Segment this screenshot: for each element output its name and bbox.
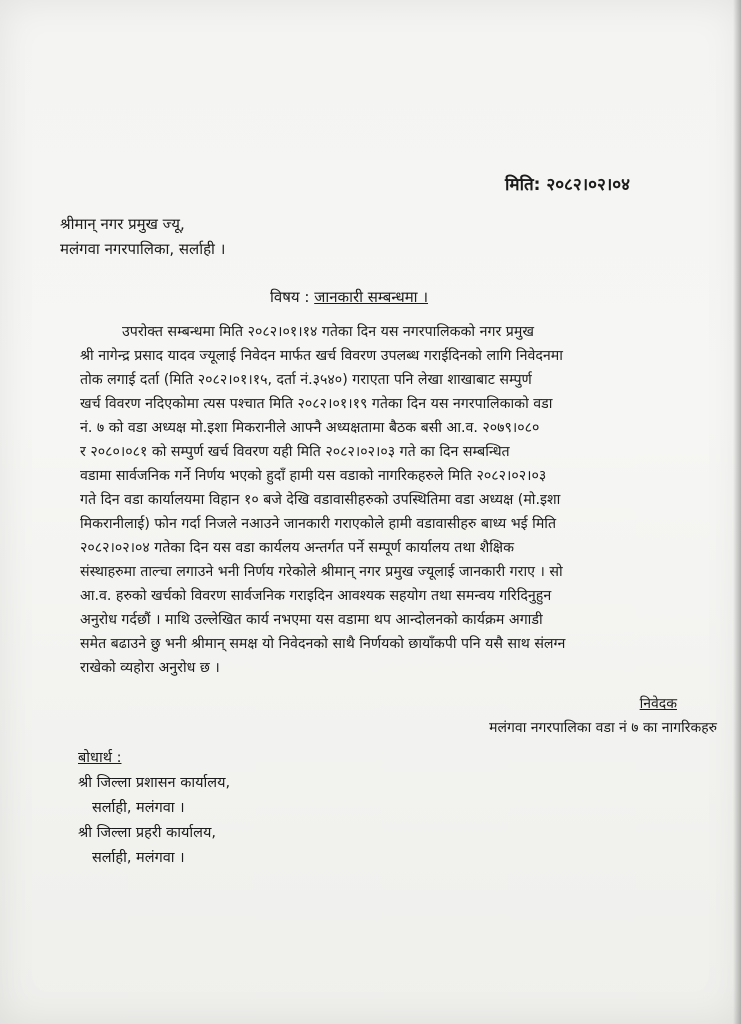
body-line: नं. ७ को वडा अध्यक्ष मो.इशा मिकरानीले आफ्नै अध्यक्षतामा बैठक बसी आ.व. २०७९।०८० (80, 420, 540, 436)
body-line: समेत बढाउने छु भनी श्रीमान् समक्ष यो निवेदनको साथै निर्णयको छायाँकपी पनि यसै साथ संलग्न (80, 636, 566, 652)
cc-heading: बोधार्थ : (78, 750, 122, 766)
body-line: र २०८०।०८१ को सम्पुर्ण खर्च विवरण यही मिति २०८२।०२।०३ गते का दिन सम्बन्धित (80, 444, 510, 460)
signature-block (455, 692, 717, 740)
subject-text: जानकारी सम्बन्धमा । (314, 288, 429, 306)
body-line: गते दिन वडा कार्यालयमा विहान १० बजे देखि वडावासीहरुको उपस्थितिमा वडा अध्यक्ष (मो.इशा (80, 492, 561, 508)
body-line: संस्थाहरुमा ताल्चा लगाउने भनी निर्णय गरेकोले श्रीमान् नगर प्रमुख ज्यूलाई जानकारी गराए । सो (80, 564, 563, 580)
subject-label: विषय : (270, 288, 310, 306)
body-line: उपरोक्त सम्बन्धमा मिति २०८२।०१।१४ गतेका दिन यस नगरपालिकको नगर प्रमुख (122, 324, 534, 340)
body-line: अनुरोध गर्दछौं । माथि उल्लेखित कार्य नभएमा यस वडामा थप आन्दोलनको कार्यक्रम अगाडी (80, 612, 543, 628)
page-edge-shadow (733, 0, 741, 1024)
letter-body (80, 320, 680, 680)
letter-date: मिति: २०८२।०२।०४ (505, 175, 630, 195)
addressee-block (60, 212, 225, 262)
body-line: वडामा सार्वजनिक गर्ने निर्णय भएको हुदाँ हामी यस वडाको नागरिकहरुले मिति २०८२।०२।०३ (80, 468, 547, 484)
cc-block (78, 746, 230, 871)
body-line: खर्च विवरण नदिएकोमा त्यस पश्चात मिति २०८२।०१।१९ गतेका दिन यस नगरपालिकाको वडा (80, 396, 553, 412)
cc-recipient-office: श्री जिल्ला प्रहरी कार्यालय, (78, 825, 217, 841)
cc-recipient-office: श्री जिल्ला प्रशासन कार्यालय, (78, 775, 231, 791)
signature-name: मलंगवा नगरपालिका वडा नं ७ का नागरिकहरु (489, 720, 717, 736)
subject-line (270, 287, 428, 307)
cc-recipient-address: सर्लाही, मलंगवा । (92, 800, 185, 816)
body-line: मिकरानीलाई) फोन गर्दा निजले नआउने जानकारी गराएकोले हामी वडावासीहरु बाध्य भई मिति (80, 516, 557, 532)
body-line: राखेको व्यहोरा अनुरोध छ । (80, 660, 220, 676)
body-line: २०८२।०२।०४ गतेका दिन यस वडा कार्यलय अन्तर्गत पर्ने सम्पूर्ण कार्यालय तथा शैक्षिक (80, 540, 515, 556)
addressee-title: श्रीमान् नगर प्रमुख ज्यू, (60, 215, 185, 233)
body-line: तोक लगाई दर्ता (मिति २०८२।०१।१५, दर्ता नं.३५४०) गराएता पनि लेखा शाखाबाट सम्पुर्ण (80, 372, 532, 388)
cc-recipient-address: सर्लाही, मलंगवा । (92, 850, 185, 866)
body-line: श्री नागेन्द्र प्रसाद यादव ज्यूलाई निवेदन मार्फत खर्च विवरण उपलब्ध गराईदिनको लागि निवेदनमा (80, 348, 563, 364)
body-line: आ.व. हरुको खर्चको विवरण सार्वजनिक गराइदिन आवश्यक सहयोग तथा समन्वय गरिदिनुहुन (80, 588, 552, 604)
addressee-office: मलंगवा नगरपालिका, सर्लाही । (60, 240, 226, 258)
signature-label: निवेदक (639, 696, 677, 712)
